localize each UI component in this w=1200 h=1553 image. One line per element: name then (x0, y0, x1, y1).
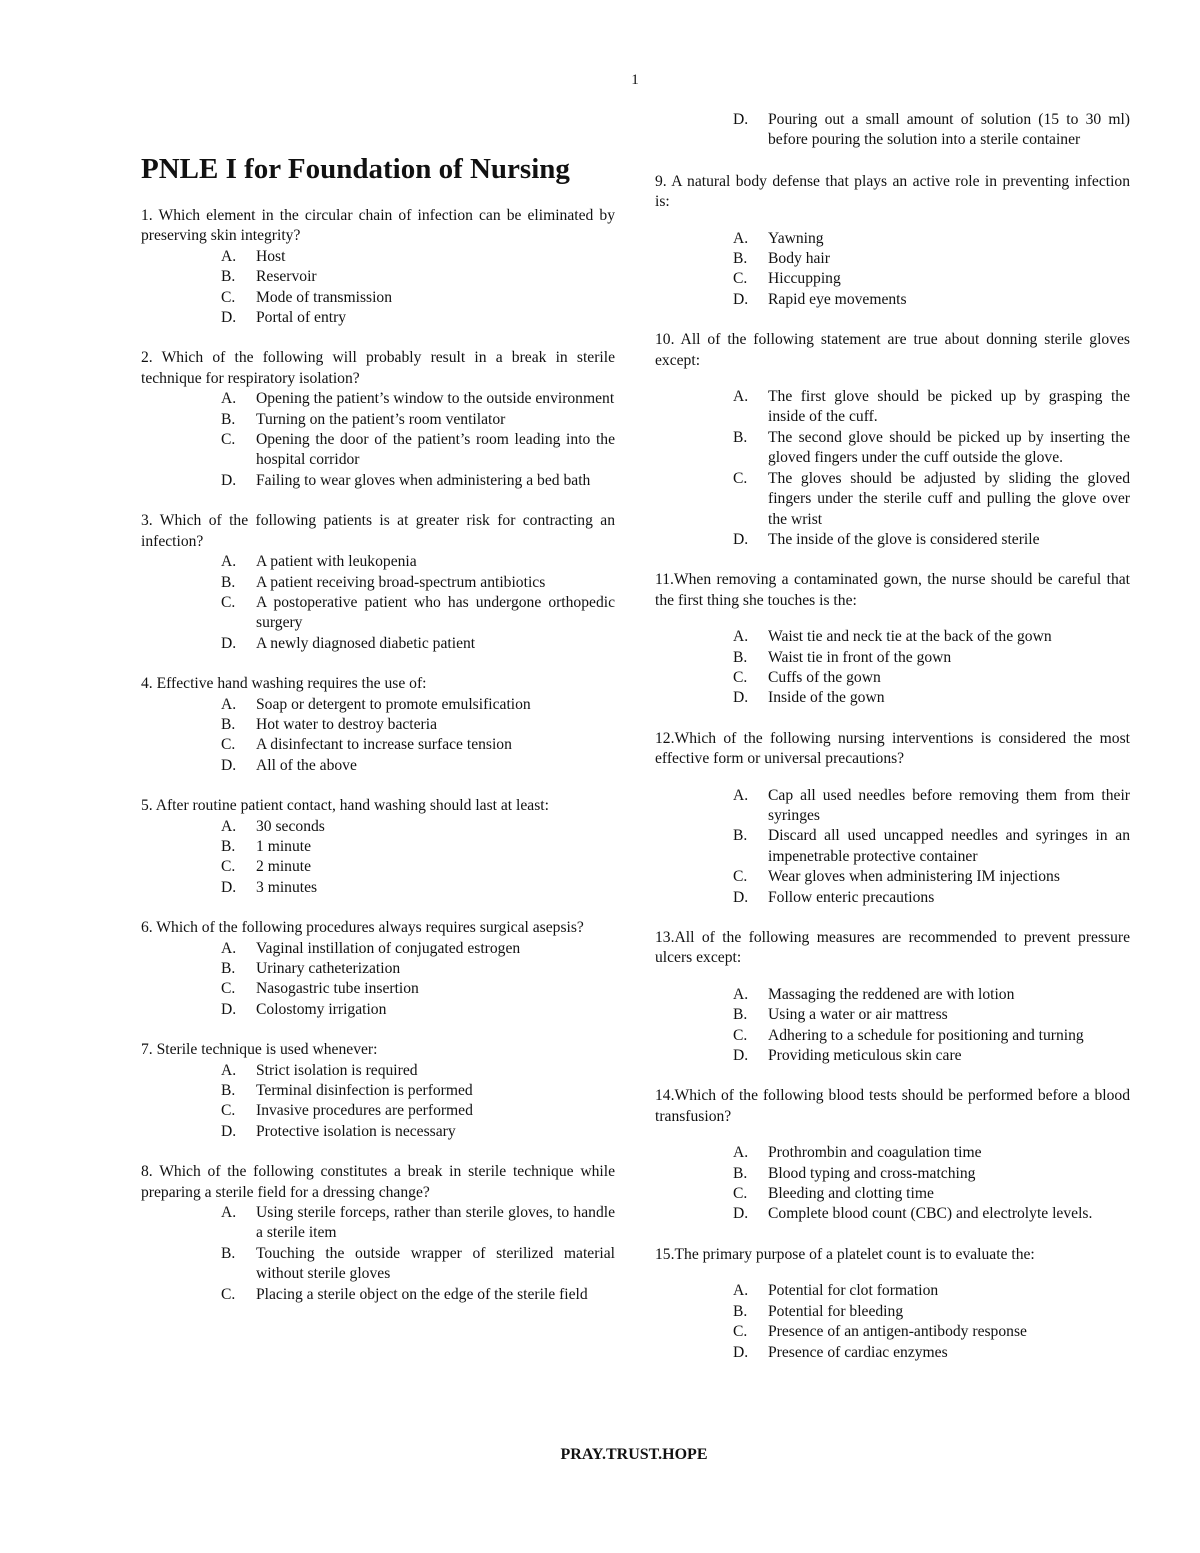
option-text: Placing a sterile object on the edge of the sterile field (256, 1285, 588, 1303)
option-letter: C. (733, 1026, 748, 1044)
answer-option (733, 1026, 1130, 1046)
option-letter: C. (221, 593, 236, 611)
answer-options (221, 695, 615, 777)
option-letter: C. (221, 288, 236, 306)
option-letter: D. (733, 888, 749, 906)
option-text: Strict isolation is required (256, 1061, 418, 1079)
option-letter: C. (221, 1102, 236, 1120)
option-text: The first glove should be picked up by grasping the inside of the cuff. (768, 388, 1130, 426)
option-text: Yawning (768, 229, 824, 247)
answer-option (733, 1281, 1130, 1301)
option-text: Cuffs of the gown (768, 668, 881, 686)
option-letter: A. (733, 1144, 749, 1162)
answer-options (733, 985, 1130, 1067)
option-letter: A. (221, 247, 237, 265)
option-letter: D. (221, 1000, 237, 1018)
answer-option (733, 1164, 1130, 1184)
option-letter: B. (221, 1244, 236, 1262)
option-letter: D. (733, 530, 749, 548)
option-text: 1 minute (256, 837, 312, 855)
option-letter: D. (733, 111, 749, 128)
question-right-0 (655, 110, 1130, 151)
answer-option (221, 959, 615, 979)
option-text: Touching the outside wrapper of sterilized material without sterile gloves (256, 1244, 615, 1283)
option-letter: B. (733, 827, 748, 845)
answer-options (733, 110, 1130, 151)
left-question-list (141, 206, 615, 1305)
option-text: Potential for clot formation (768, 1282, 939, 1300)
answer-option (733, 1204, 1130, 1224)
option-text: Complete blood count (CBC) and electrolyte levels. (768, 1205, 1093, 1223)
option-letter: C. (221, 431, 236, 449)
question-left-6 (141, 1040, 615, 1142)
answer-option (221, 878, 615, 898)
answer-option (733, 1322, 1130, 1342)
option-text: Rapid eye movements (768, 290, 907, 308)
option-letter: A. (733, 229, 749, 247)
answer-option (221, 308, 615, 328)
answer-option (733, 1046, 1130, 1066)
answer-option (733, 1143, 1130, 1163)
page-number: 1 (631, 72, 639, 88)
option-text: Follow enteric precautions (768, 888, 935, 906)
answer-option (221, 817, 615, 837)
answer-options (733, 387, 1130, 550)
option-letter: C. (221, 858, 236, 876)
answer-option (733, 786, 1130, 827)
answer-option (221, 1285, 615, 1305)
option-letter: D. (733, 689, 749, 707)
option-letter: C. (221, 1285, 236, 1303)
option-text: Urinary catheterization (256, 960, 401, 977)
option-letter: A. (221, 1061, 237, 1079)
answer-option (733, 428, 1130, 469)
option-text: Host (256, 247, 286, 265)
question-text: 9. A natural body defense that plays an active role in preventing infection is: (655, 172, 1130, 211)
answer-option (221, 756, 615, 776)
question-right-7 (655, 1245, 1130, 1363)
option-text: Presence of an antigen-antibody response (768, 1323, 1027, 1341)
option-text: Hiccupping (768, 270, 841, 288)
answer-option (733, 269, 1130, 289)
question-text: 12.Which of the following nursing interventions is considered the most effective form or universal precautions? (655, 729, 1130, 768)
option-letter: A. (221, 1204, 237, 1222)
option-text: Failing to wear gloves when administering a bed bath (256, 471, 591, 489)
option-text: Terminal disinfection is performed (256, 1082, 473, 1100)
answer-option (733, 1005, 1130, 1025)
option-text: Using a water or air mattress (768, 1006, 948, 1024)
answer-option (221, 1061, 615, 1081)
option-text: Presence of cardiac enzymes (768, 1343, 948, 1361)
answer-option (221, 552, 615, 572)
option-letter: B. (733, 428, 748, 446)
option-text: A postoperative patient who has undergone orthopedic surgery (256, 593, 615, 632)
option-text: A patient receiving broad-spectrum antibiotics (256, 573, 546, 591)
answer-option (733, 249, 1130, 269)
option-text: Bleeding and clotting time (768, 1185, 934, 1203)
option-letter: A. (221, 553, 237, 571)
option-text: Nasogastric tube insertion (256, 980, 419, 998)
answer-option (221, 267, 615, 287)
answer-options (733, 229, 1130, 311)
option-text: Cap all used needles before removing them from their syringes (768, 786, 1130, 824)
question-right-2 (655, 330, 1130, 550)
answer-options (221, 939, 615, 1021)
answer-option (733, 688, 1130, 708)
option-text: The inside of the glove is considered sterile (768, 530, 1040, 548)
question-text: 10. All of the following statement are true about donning sterile gloves except: (655, 331, 1130, 369)
question-text: 13.All of the following measures are recommended to prevent pressure ulcers except: (655, 929, 1130, 967)
answer-option (221, 939, 615, 959)
option-letter: A. (733, 1282, 749, 1300)
answer-options (221, 1203, 615, 1305)
question-text: 5. After routine patient contact, hand washing should last at least: (141, 797, 549, 815)
option-letter: C. (733, 1323, 748, 1341)
option-text: Opening the patient’s window to the outside environment (256, 390, 615, 408)
right-column (655, 110, 1130, 1383)
answer-option (221, 1244, 615, 1285)
option-text: Adhering to a schedule for positioning and turning (768, 1026, 1084, 1044)
question-text: 6. Which of the following procedures always requires surgical asepsis? (141, 919, 584, 937)
answer-option (221, 1000, 615, 1020)
question-left-5 (141, 918, 615, 1020)
answer-option (221, 593, 615, 634)
option-letter: B. (221, 960, 236, 977)
answer-option (221, 247, 615, 267)
right-question-list (655, 110, 1130, 1363)
option-text: A patient with leukopenia (256, 553, 417, 571)
option-letter: D. (221, 756, 237, 774)
question-right-1 (655, 172, 1130, 310)
answer-options (733, 1143, 1130, 1225)
option-text: A newly diagnosed diabetic patient (256, 634, 476, 652)
answer-option (733, 469, 1130, 530)
footer-motto: PRAY.TRUST.HOPE (560, 1446, 708, 1463)
option-text: A disinfectant to increase surface tension (256, 736, 512, 754)
answer-option (733, 1302, 1130, 1322)
option-letter: A. (221, 695, 237, 713)
option-letter: B. (221, 410, 236, 428)
answer-option (221, 735, 615, 755)
option-letter: B. (733, 250, 748, 268)
option-text: Protective isolation is necessary (256, 1122, 456, 1140)
option-text: Portal of entry (256, 309, 347, 327)
option-text: 2 minute (256, 858, 312, 876)
option-letter: C. (221, 736, 236, 754)
answer-option (733, 668, 1130, 688)
option-text: Waist tie in front of the gown (768, 648, 952, 666)
option-letter: A. (221, 939, 237, 957)
option-letter: D. (221, 634, 237, 652)
question-left-2 (141, 511, 615, 654)
answer-option (221, 1081, 615, 1101)
option-text: 3 minutes (256, 878, 318, 896)
option-text: Vaginal instillation of conjugated estrogen (256, 939, 521, 957)
question-left-4 (141, 796, 615, 898)
answer-option (733, 229, 1130, 249)
option-text: Hot water to destroy bacteria (256, 715, 437, 733)
option-text: Invasive procedures are performed (256, 1102, 473, 1120)
answer-option (221, 715, 615, 735)
option-letter: C. (733, 270, 748, 288)
option-letter: D. (733, 1047, 749, 1065)
question-text: 4. Effective hand washing requires the use of: (141, 675, 427, 693)
option-text: Opening the door of the patient’s room leading into the hospital corridor (256, 431, 615, 469)
question-left-7 (141, 1162, 615, 1305)
answer-option (733, 1184, 1130, 1204)
answer-option (733, 867, 1130, 887)
option-text: Colostomy irrigation (256, 1000, 387, 1018)
option-letter: D. (733, 1343, 749, 1361)
answer-options (221, 552, 615, 654)
question-text: 14.Which of the following blood tests should be performed before a blood transfusion? (655, 1087, 1130, 1125)
answer-option (733, 290, 1130, 310)
option-letter: D. (221, 878, 237, 896)
answer-option (221, 634, 615, 654)
answer-option (733, 985, 1130, 1005)
answer-options (221, 247, 615, 329)
option-text: Reservoir (256, 268, 317, 286)
answer-option (221, 857, 615, 877)
option-text: Discard all used uncapped needles and syringes in an impenetrable protective container (768, 827, 1130, 865)
option-letter: A. (733, 985, 749, 1003)
option-text: Blood typing and cross-matching (768, 1164, 976, 1182)
answer-option (221, 695, 615, 715)
option-letter: B. (733, 1302, 748, 1320)
question-left-1 (141, 348, 615, 491)
question-left-0 (141, 206, 615, 328)
answer-option (733, 826, 1130, 867)
question-text: 8. Which of the following constitutes a break in sterile technique while preparing a sterile field for a dressing change? (141, 1163, 615, 1201)
question-right-4 (655, 729, 1130, 908)
question-text: 7. Sterile technique is used whenever: (141, 1041, 378, 1059)
option-text: Mode of transmission (256, 288, 393, 306)
answer-option (733, 888, 1130, 908)
option-text: 30 seconds (256, 817, 325, 835)
question-text: 1. Which element in the circular chain of infection can be eliminated by preserving skin integrity? (141, 207, 615, 245)
page-title: PNLE I for Foundation of Nursing (141, 153, 570, 185)
option-text: Turning on the patient’s room ventilator (256, 410, 506, 428)
answer-options (221, 817, 615, 899)
option-letter: B. (733, 1164, 748, 1182)
option-text: Providing meticulous skin care (768, 1047, 962, 1065)
answer-option (221, 430, 615, 471)
answer-option (221, 1122, 615, 1142)
option-letter: A. (221, 817, 237, 835)
answer-options (733, 1281, 1130, 1363)
option-letter: B. (221, 1082, 236, 1100)
answer-option (733, 110, 1130, 151)
option-letter: B. (221, 837, 236, 855)
option-letter: C. (733, 868, 748, 886)
answer-option (221, 573, 615, 593)
answer-option (221, 1203, 615, 1244)
option-letter: A. (733, 786, 749, 804)
option-text: Inside of the gown (768, 689, 885, 707)
answer-options (733, 627, 1130, 709)
answer-options (221, 389, 615, 491)
option-letter: D. (221, 1122, 237, 1140)
option-letter: C. (733, 1185, 748, 1203)
left-column (141, 150, 615, 1325)
answer-option (221, 837, 615, 857)
option-text: The second glove should be picked up by inserting the gloved fingers under the cuff outside the glove. (768, 428, 1130, 467)
option-letter: A. (733, 388, 749, 406)
option-letter: D. (733, 290, 749, 308)
option-text: Prothrombin and coagulation time (768, 1144, 982, 1162)
answer-option (733, 648, 1130, 668)
question-right-3 (655, 570, 1130, 708)
answer-option (221, 288, 615, 308)
option-text: Massaging the reddened are with lotion (768, 985, 1015, 1003)
answer-option (221, 410, 615, 430)
option-letter: C. (221, 980, 236, 998)
option-text: The gloves should be adjusted by sliding the gloved fingers under the sterile cuff and pulling the glove over the wrist (768, 469, 1130, 528)
option-text: Pouring out a small amount of solution (15 to 30 ml) before pouring the solution into a sterile container (768, 111, 1130, 149)
option-letter: A. (221, 390, 237, 408)
question-right-5 (655, 928, 1130, 1066)
option-letter: D. (221, 471, 237, 489)
answer-option (221, 389, 615, 409)
option-letter: A. (733, 628, 749, 646)
option-letter: B. (221, 573, 236, 591)
option-letter: B. (221, 268, 236, 286)
answer-option (733, 627, 1130, 647)
question-text: 3. Which of the following patients is at greater risk for contracting an infection? (141, 512, 615, 550)
option-text: Using sterile forceps, rather than sterile gloves, to handle a sterile item (256, 1204, 615, 1242)
option-text: Waist tie and neck tie at the back of the gown (768, 628, 1052, 646)
answer-options (733, 786, 1130, 908)
option-letter: D. (221, 309, 237, 327)
option-letter: C. (733, 469, 748, 487)
question-left-3 (141, 674, 615, 776)
option-letter: B. (733, 1006, 748, 1024)
answer-option (733, 1343, 1130, 1363)
question-right-6 (655, 1086, 1130, 1224)
option-text: Body hair (768, 250, 830, 268)
option-letter: B. (733, 648, 748, 666)
answer-option (221, 471, 615, 491)
question-text: 11.When removing a contaminated gown, the nurse should be careful that the first thing she touches is the: (655, 571, 1130, 609)
option-text: Soap or detergent to promote emulsification (256, 695, 531, 713)
answer-option (221, 1101, 615, 1121)
answer-options (221, 1061, 615, 1143)
question-text: 15.The primary purpose of a platelet count is to evaluate the: (655, 1245, 1035, 1263)
answer-option (733, 387, 1130, 428)
answer-option (221, 979, 615, 999)
option-letter: C. (733, 668, 748, 686)
answer-option (733, 530, 1130, 550)
option-text: Wear gloves when administering IM injections (768, 868, 1060, 886)
option-letter: B. (221, 715, 236, 733)
option-letter: D. (733, 1205, 749, 1223)
option-text: Potential for bleeding (768, 1302, 904, 1320)
option-text: All of the above (256, 756, 357, 774)
question-text: 2. Which of the following will probably result in a break in sterile technique for respiratory isolation? (141, 349, 615, 387)
